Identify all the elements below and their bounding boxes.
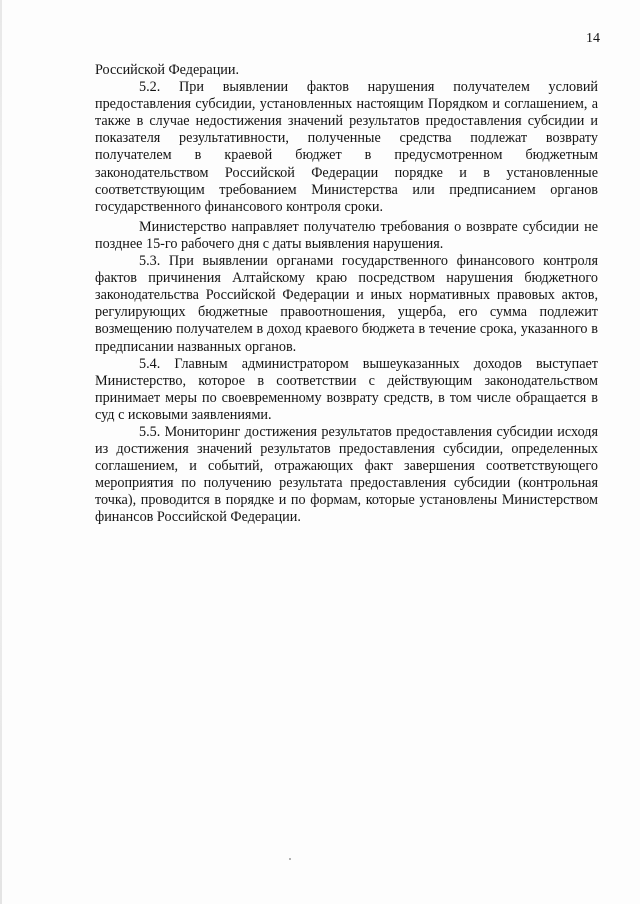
page-number: 14	[586, 31, 600, 46]
paragraph-requirement-notice: Министерство направляет получателю требования о возврате субсидии не позднее 15-го рабочего дня с даты выявления нарушения.	[95, 218, 598, 252]
scan-edge	[0, 0, 2, 904]
paragraph-5-2: 5.2. При выявлении фактов нарушения получателем условий предоставления субсидии, установленных настоящим Порядком и соглашением, а также в случае недостижения значений результатов предоставления субсидии и показателя результативности, полученные средства подлежат возврату получателем в краевой бюджет в предусмотренном бюджетным законодательством Российской Федерации порядке и в установленные соответствующим требованием Министерства или предписанием органов государственного финансового контроля сроки.	[95, 79, 598, 215]
paragraph-5-4: 5.4. Главным администратором вышеуказанных доходов выступает Министерство, которое в соответствии с действующим законодательством принимает меры по своевременному возврату средств, в том числе обращается в суд с исковыми заявлениями.	[95, 355, 598, 423]
paragraph-5-3: 5.3. При выявлении органами государственного финансового контроля фактов причинения Алтайскому краю посредством нарушения бюджетного законодательства Российской Федерации и иных нормативных правовых актов, регулирующих бюджетные правоотношения, ущерба, его сумма подлежит возмещению получателем в доход краевого бюджета в течение срока, указанного в предписании названных органов.	[95, 253, 598, 355]
scan-speck	[289, 858, 291, 860]
document-body	[95, 62, 598, 527]
paragraph-continuation: Российской Федерации.	[95, 62, 240, 78]
paragraph-5-5: 5.5. Мониторинг достижения результатов предоставления субсидии исходя из достижения значений результатов предоставления субсидии, определенных соглашением, и событий, отражающих факт завершения соответствующего мероприятия по получению результата предоставления субсидии (контрольная точка), проводится в порядке и по формам, которые установлены Министерством финансов Российской Федерации.	[95, 423, 598, 526]
